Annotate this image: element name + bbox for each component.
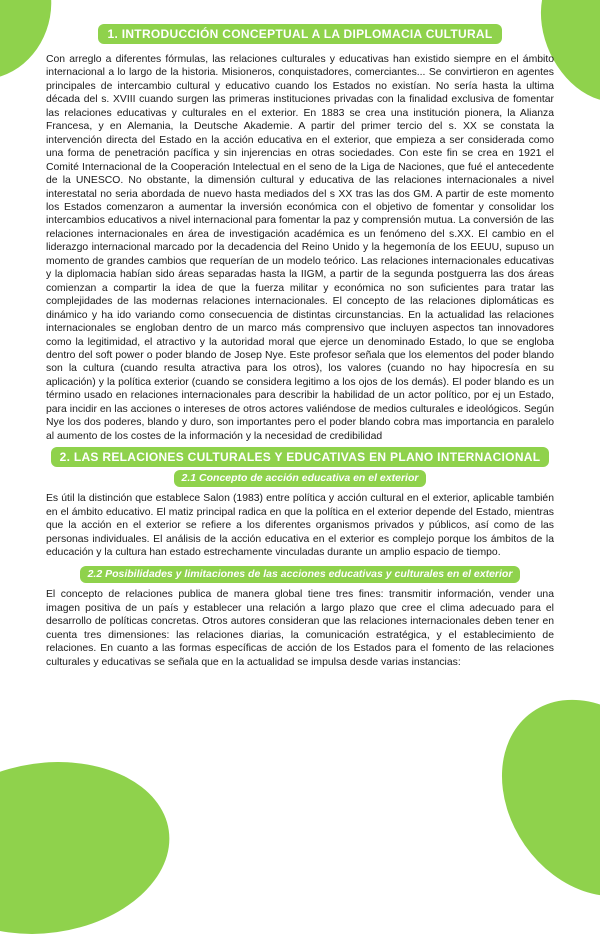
intro-heading-wrapper <box>46 24 554 44</box>
intro-paragraph: Con arreglo a diferentes fórmulas, las relaciones culturales y educativas han existido siempre en el ámbito internacional a lo largo de la historia. Misioneros, conquistadores, comerciantes... Se convirtieron en agentes principales de intercambio cultural y educativo cuando los Estados no existían. No sería hasta la ultima década del s. XVIII cuando surgen las primeras instituciones privadas con la finalidad exclusiva de fomentar las relaciones educativas y culturales en el exterior. En 1883 se crea una institución pionera, la Alianza Francesa, y en Alemania, la Deutsche Akademie. A partir del primer tercio del s. XX se constata la intervención directa del Estado en la acción educativa en el exterior, que empieza a ser considerada como una forma de penetración pacífica y sin injerencias en otras sociedades. Con este fin se crea en 1921 el Comité Internacional de la Cooperación Intelectual en el seno de la Liga de Naciones, que fué el antecedente de la UNESCO. No obstante, la dimensión cultural y educativa de las relaciones internacionales a nivel interestatal no seria abordada de nuevo hasta mediados del s XX tras las dos GM. A partir de este momento los Estados comenzaron a aumentar la inversión económica con el objetivo de fomentar y consolidar los intercambios educativos a nivel internacional para fomentar la paz y comprensión mutua. La conversión de las relaciones internacionales en área de investigación académica es un fenómeno del s.XX. El cambio en el liderazgo internacional marcado por la decadencia del Reino Unido y la hegemonía de los EEUU, supuso un momento de grandes cambios que requerían de un modelo teórico. Las relaciones internacionales educativas y la diplomacia habían sido áreas separadas hasta la IIGM, a partir de la segunda postguerra las dos áreas comienzan a compartir la idea de que la fuerza militar y económica no son suficientes para tratar las complejidades de las modernas relaciones internacionales. El concepto de las relaciones diplomáticas es dinámico y ha ido variando como consecuencia de distintas circunstancias. En la actualidad las relaciones internacionales se engloban dentro de un marco más comprensivo que incluyen aspectos tan innovadores como la legitimidad, el atractivo y la autoridad moral que ejerce un denominado Estado, lo que se engloba dentro del soft power o poder blando de Josep Nye. Este profesor señala que los elementos del poder blando son la cultura (cuando resulta atractiva para los otros), los valores (cuando no hay hipocresía en su aplicación) y la política exterior (cuando se considera legitimo a los ojos de los demás). El poder blando es un término usado en relaciones internacionales para describir la habilidad de un actor político, por ej un Estado, para incidir en las acciones o intereses de otros actores valiéndose de medios culturales e ideológicos. Según Nye los dos poderes, blando y duro, son importantes pero el poder blando cobra mas importancia en paralelo al aumento de los costes de la información y la necesidad de credibilidad <box>46 54 554 442</box>
decorative-blob-bottom-right <box>465 665 600 932</box>
accion-paragraph: Es útil la distinción que establece Salon (1983) entre política y acción cultural en el exterior, aplicable también en el ámbito educativo. El matiz principal radica en que la política en el exterior depende del Estado, mientras que la acción en el exterior se refiere a los diferentes organismos privados y públicos, así como de las personas individuales. El análisis de la acción educativa en el exterior es complejo porque los ámbitos de la educación y la cultura han estado estrechamente vinculadas durante un amplio espacio de tiempo. <box>46 493 554 558</box>
document-page <box>46 24 554 669</box>
relaciones-heading-wrapper <box>46 447 554 467</box>
section-heading-intro: 1. INTRODUCCIÓN CONCEPTUAL A LA DIPLOMACIA CULTURAL <box>98 24 501 44</box>
section-heading-relaciones: 2. LAS RELACIONES CULTURALES Y EDUCATIVAS EN PLANO INTERNACIONAL <box>51 447 550 467</box>
accion-subheading-wrapper <box>46 468 554 487</box>
posibilidades-paragraph: El concepto de relaciones publica de manera global tiene tres fines: transmitir información, vender una imagen positiva de un país y establecer una relación a largo plazo que cree el clima adecuado para el desarrollo de políticas concretas. Otros autores consideran que las relaciones internacionales deben tener en cuenta tres dimensiones: las relaciones diarias, la comunicación estratégica, y el establecimiento de relaciones. En cuanto a las formas específicas de acción de los Estados para el fomento de las relaciones culturales y educativas se señala que en la actualidad se impulsa desde varias instancias: <box>46 589 554 668</box>
posibilidades-subheading-wrapper <box>46 564 554 583</box>
subsection-heading-posibilidades: 2.2 Posibilidades y limitaciones de las acciones educativas y culturales en el exterior <box>80 566 521 583</box>
decorative-blob-bottom-left <box>0 746 181 949</box>
subsection-heading-accion: 2.1 Concepto de acción educativa en el exterior <box>174 470 427 487</box>
